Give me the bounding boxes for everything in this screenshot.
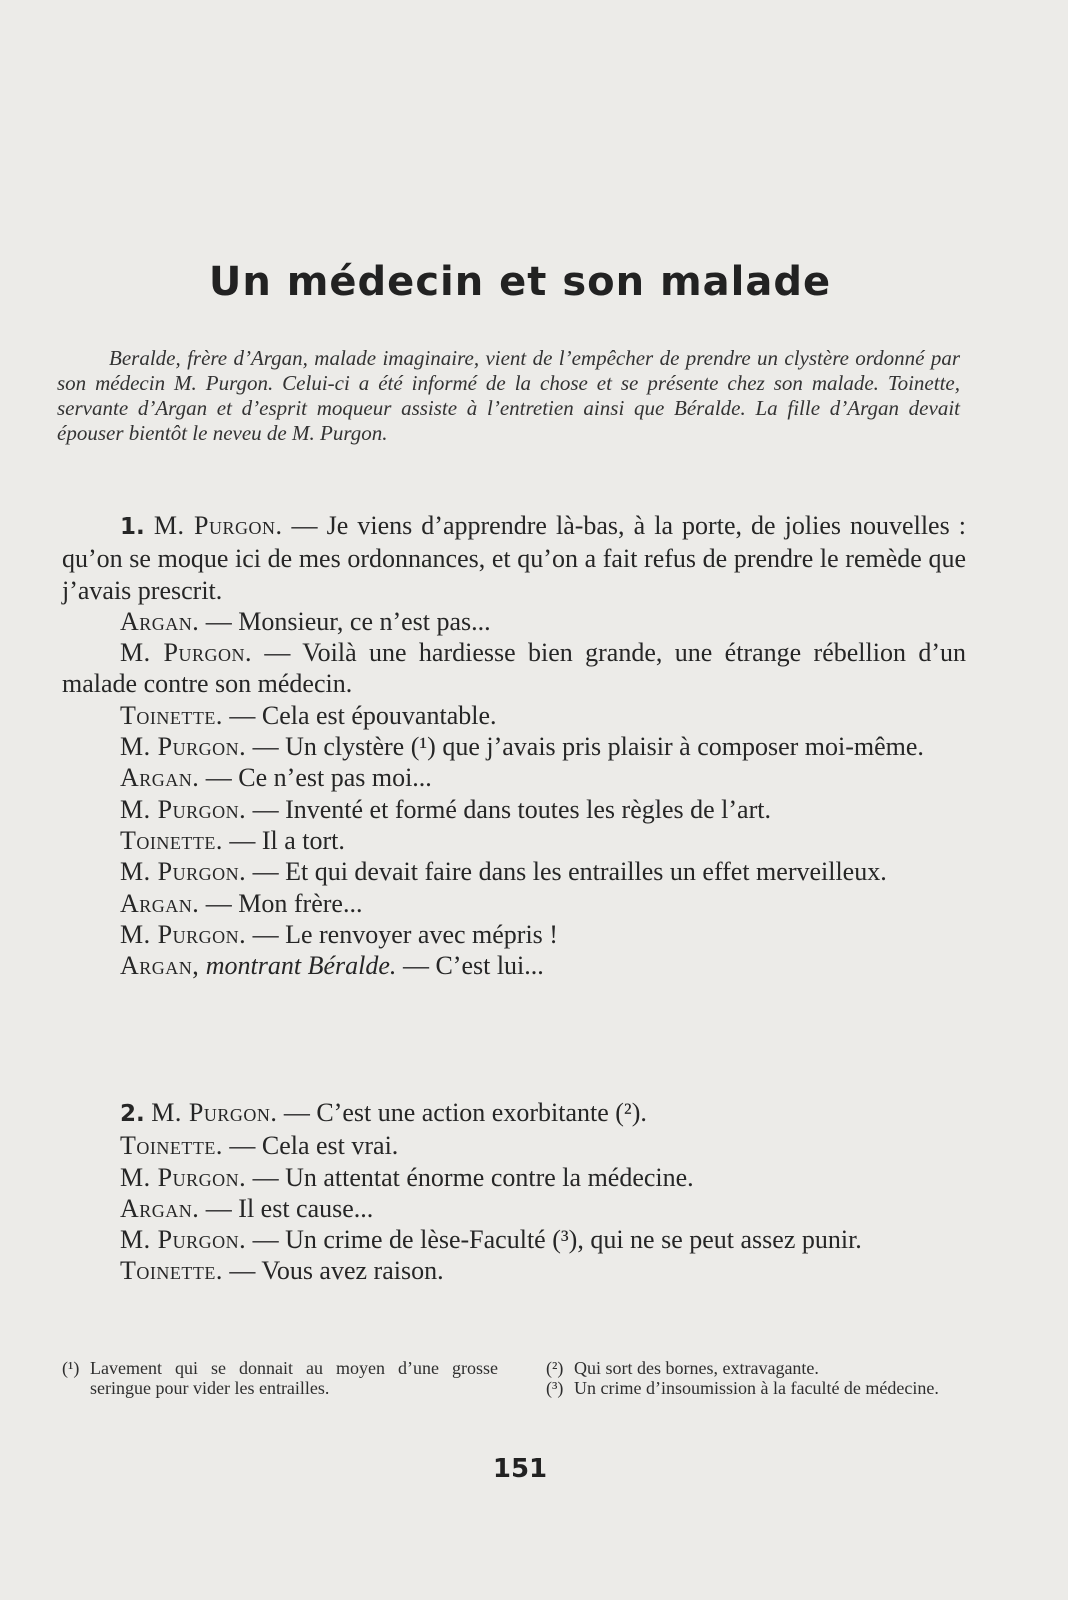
dialogue-line	[62, 762, 966, 793]
dialogue-line	[62, 888, 966, 919]
speaker: M. Purgon.	[120, 1225, 247, 1255]
scene-1	[62, 510, 966, 981]
line-text: — Vous avez raison.	[222, 1256, 444, 1286]
dialogue-line	[62, 950, 966, 981]
footnote	[546, 1358, 982, 1378]
footnote	[546, 1378, 982, 1398]
stage-direction: montrant Béralde.	[199, 951, 397, 981]
line-text: — Le renvoyer avec mépris !	[246, 919, 558, 949]
line-text: — Et qui devait faire dans les entrailles un effet merveilleux.	[246, 857, 887, 887]
dialogue-line	[62, 1255, 966, 1286]
speaker: Argan.	[120, 606, 200, 636]
speaker: M. Purgon.	[120, 857, 247, 887]
footnote-text: Lavement qui se donnait au moyen d’une grosse seringue pour vider les entrailles.	[90, 1358, 498, 1398]
speaker: M. Purgon.	[153, 511, 283, 540]
dialogue-line	[62, 1097, 966, 1130]
line-text: — Cela est épouvantable.	[222, 700, 497, 730]
footnotes-right-column	[546, 1358, 982, 1398]
page-number: 151	[492, 1454, 548, 1484]
speaker: M. Purgon.	[120, 638, 252, 668]
speaker: Toinette.	[120, 1256, 223, 1286]
dialogue-line	[62, 825, 966, 856]
dialogue-line	[62, 1162, 966, 1193]
intro-paragraph: Beralde, frère d’Argan, malade imaginaire, vient de l’empêcher de prendre un clystère ordonné par son médecin M. Purgon. Celui-ci a été informé de la chose et se présente chez son malade. Toinette, servante d’Argan et d’esprit moqueur assiste à l’entretien ainsi que Béralde. La fille d’Argan devait épouser bientôt le neveu de M. Purgon.	[57, 346, 960, 445]
speaker: Toinette.	[120, 700, 223, 730]
dialogue-line	[62, 700, 966, 731]
dialogue-line	[62, 919, 966, 950]
line-text: — Il a tort.	[222, 825, 345, 855]
speaker: Argan,	[120, 951, 200, 981]
line-text: — Cela est vrai.	[222, 1131, 399, 1161]
line-text: — Mon frère...	[199, 888, 363, 918]
line-text: — C’est une action exorbitante (²).	[277, 1098, 647, 1127]
line-text: — Monsieur, ce n’est pas...	[199, 606, 491, 636]
speaker: M. Purgon.	[120, 794, 247, 824]
speaker: Toinette.	[120, 1131, 223, 1161]
line-text: — Un clystère (¹) que j’avais pris plaisir à composer moi-même.	[246, 732, 924, 762]
dialogue-line	[62, 856, 966, 887]
dialogue-line	[62, 731, 966, 762]
dialogue-line	[62, 510, 966, 606]
line-text: — Je viens d’apprendre là-bas, à la porte, de jolies nouvelles : qu’on se moque ici de mes ordonnances, et qu’on a fait refus de prendre le remède que j’avais prescrit.	[62, 511, 966, 605]
speaker: Argan.	[120, 1193, 200, 1223]
dialogue-line	[62, 1193, 966, 1224]
footnote-mark: (³)	[546, 1378, 564, 1398]
page-title: Un médecin et son malade	[208, 258, 832, 305]
speaker: Toinette.	[120, 825, 223, 855]
scene-number: 2.	[120, 1101, 145, 1127]
footnote-mark: (¹)	[62, 1358, 80, 1378]
dialogue-line	[62, 1224, 966, 1255]
dialogue-line	[62, 1130, 966, 1161]
line-text: — Un crime de lèse-Faculté (³), qui ne se peut assez punir.	[246, 1225, 862, 1255]
speaker: M. Purgon.	[120, 919, 247, 949]
dialogue-line	[62, 794, 966, 825]
footnote-mark: (²)	[546, 1358, 564, 1378]
dialogue-line	[62, 637, 966, 700]
dialogue-line	[62, 606, 966, 637]
scene-2	[62, 1097, 966, 1287]
speaker: M. Purgon.	[151, 1098, 278, 1127]
speaker: M. Purgon.	[120, 732, 247, 762]
line-text: — Inventé et formé dans toutes les règles de l’art.	[246, 794, 771, 824]
line-text: — Ce n’est pas moi...	[199, 763, 432, 793]
footnotes-left-column	[62, 1358, 498, 1398]
line-text: — Il est cause...	[199, 1193, 374, 1223]
line-text: — C’est lui...	[396, 951, 544, 981]
line-text: — Un attentat énorme contre la médecine.	[246, 1162, 694, 1192]
line-text: — Voilà une hardiesse bien grande, une étrange rébellion d’un malade contre son médecin.	[62, 638, 966, 699]
speaker: M. Purgon.	[120, 1162, 247, 1192]
speaker: Argan.	[120, 763, 200, 793]
footnote-text: Un crime d’insoumission à la faculté de médecine.	[574, 1378, 939, 1398]
speaker: Argan.	[120, 888, 200, 918]
scene-number: 1.	[120, 514, 145, 540]
footnote-text: Qui sort des bornes, extravagante.	[574, 1358, 819, 1378]
footnote	[62, 1358, 498, 1398]
